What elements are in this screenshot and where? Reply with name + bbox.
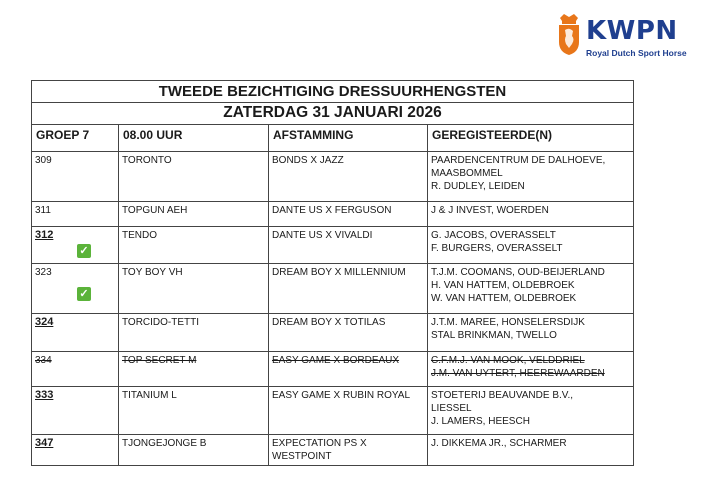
owners: G. JACOBS, OVERASSELT F. BURGERS, OVERASSELT (428, 227, 634, 264)
horse-name: TORONTO (119, 152, 269, 202)
horse-number: 309 (32, 152, 119, 202)
horse-name: TOY BOY VH (119, 264, 269, 314)
owners: C.F.M.J. VAN MOOK, VELDDRIEL J.M. VAN UYTERT, HEEREWAARDEN (428, 352, 634, 387)
lion-crest-icon (556, 12, 582, 56)
owners: PAARDENCENTRUM DE DALHOEVE, MAASBOMMEL R. DUDLEY, LEIDEN (428, 152, 634, 202)
pedigree: DANTE US X FERGUSON (269, 202, 428, 227)
horse-name: TENDO (119, 227, 269, 264)
logo-tagline: Royal Dutch Sport Horse (586, 48, 687, 58)
logo-wordmark: KWPN (586, 16, 678, 46)
checkmark-icon: ✓ (77, 244, 91, 258)
kwpn-logo (556, 12, 696, 60)
owners: J. DIKKEMA JR., SCHARMER (428, 435, 634, 466)
horse-number: 312 ✓ (32, 227, 119, 264)
checkmark-icon: ✓ (77, 287, 91, 301)
table-row (32, 227, 634, 264)
pedigree: EXPECTATION PS X WESTPOINT (269, 435, 428, 466)
table-row (32, 152, 634, 202)
table-row (32, 387, 634, 435)
pedigree: DANTE US X VIVALDI (269, 227, 428, 264)
horse-number: 333 (32, 387, 119, 435)
header-registered: GEREGISTEERDE(N) (428, 125, 634, 152)
horse-name: TOP SECRET M (119, 352, 269, 387)
table-row (32, 202, 634, 227)
owners: T.J.M. COOMANS, OUD-BEIJERLAND H. VAN HATTEM, OLDEBROEK W. VAN HATTEM, OLDEBROEK (428, 264, 634, 314)
horse-name: TOPGUN AEH (119, 202, 269, 227)
horse-name: TITANIUM L (119, 387, 269, 435)
pedigree: EASY GAME X BORDEAUX (269, 352, 428, 387)
event-date: ZATERDAG 31 JANUARI 2026 (31, 102, 634, 125)
pedigree: DREAM BOY X MILLENNIUM (269, 264, 428, 314)
pedigree: BONDS X JAZZ (269, 152, 428, 202)
owners: J & J INVEST, WOERDEN (428, 202, 634, 227)
horse-number: 324 (32, 314, 119, 352)
horse-number: 334 (32, 352, 119, 387)
header-group: GROEP 7 (32, 125, 119, 152)
owners: J.T.M. MAREE, HONSELERSDIJK STAL BRINKMAN, TWELLO (428, 314, 634, 352)
table-row (32, 264, 634, 314)
table-row (32, 314, 634, 352)
horse-number: 347 (32, 435, 119, 466)
stallion-table (31, 124, 634, 466)
pedigree: DREAM BOY X TOTILAS (269, 314, 428, 352)
horse-name: TORCIDO-TETTI (119, 314, 269, 352)
page-title: TWEEDE BEZICHTIGING DRESSUURHENGSTEN (31, 80, 634, 103)
table-row-withdrawn (32, 352, 634, 387)
horse-number: 311 (32, 202, 119, 227)
table-row (32, 435, 634, 466)
horse-name: TJONGEJONGE B (119, 435, 269, 466)
table-header-row (32, 125, 634, 152)
horse-number: 323 ✓ (32, 264, 119, 314)
pedigree: EASY GAME X RUBIN ROYAL (269, 387, 428, 435)
header-pedigree: AFSTAMMING (269, 125, 428, 152)
owners: STOETERIJ BEAUVANDE B.V., LIESSEL J. LAMERS, HEESCH (428, 387, 634, 435)
header-time: 08.00 UUR (119, 125, 269, 152)
